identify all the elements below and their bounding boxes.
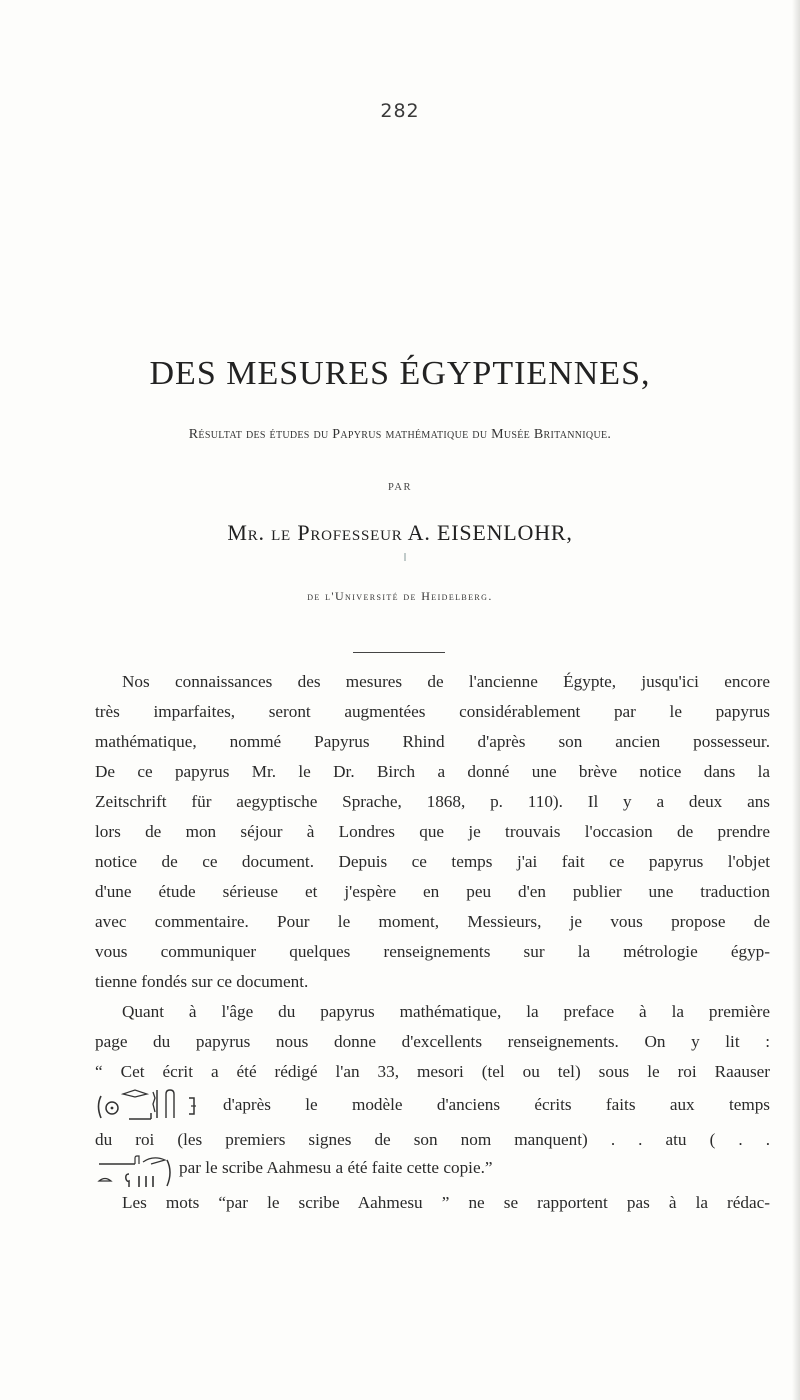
text-line: Quant à l'âge du papyrus mathématique, la preface à la première (122, 1002, 770, 1021)
text-line: notice de ce document. Depuis ce temps j'ai fait ce papyrus l'objet (95, 852, 770, 871)
text-line: Les mots “par le scribe Aahmesu ” ne se rapportent pas à la rédac- (122, 1193, 770, 1212)
text-line: mathématique, nommé Papyrus Rhind d'après son ancien possesseur. (95, 732, 770, 751)
text-line: du roi (les premiers signes de son nom manquent) . . atu ( . . (95, 1130, 770, 1149)
article-title: DES MESURES ÉGYPTIENNES, (149, 355, 651, 392)
paragraph-3 (95, 1188, 770, 1218)
paragraph-1 (95, 667, 770, 997)
author-name: Mr. le Professeur A. EISENLOHR, (227, 520, 573, 545)
text-line: tienne fondés sur ce document. (95, 972, 309, 991)
text-line: vous communiquer quelques renseignements sur la métrologie égyp- (95, 942, 770, 961)
hieroglyph-line-2 (95, 1154, 770, 1188)
hieroglyph-line-2-text: par le scribe Aahmesu a été faite cette copie.” (179, 1158, 493, 1177)
text-line: lors de mon séjour à Londres que je trouvais l'occasion de prendre (95, 822, 770, 841)
article-subtitle: Résultat des études du Papyrus mathématique du Musée Britannique. (188, 427, 612, 442)
ink-speck (404, 553, 406, 561)
hieroglyph-line-1-text: d'après le modèle d'anciens écrits faits aux temps (223, 1095, 770, 1114)
byline-par: PAR (388, 482, 412, 493)
hieroglyph-line-1 (95, 1088, 770, 1122)
text-line: Nos connaissances des mesures de l'ancienne Égypte, jusqu'ici encore (122, 672, 770, 691)
page-edge-shadow (792, 0, 800, 1400)
title-divider (353, 652, 445, 653)
text-line: d'une étude sérieuse et j'espère en peu d'en publier une traduction (95, 882, 770, 901)
page-number: 282 (380, 100, 420, 122)
author-affiliation: de l'Université de Heidelberg. (307, 589, 493, 603)
text-line: page du papyrus nous donne d'excellents renseignements. On y lit : (95, 1032, 770, 1051)
text-line: très imparfaites, seront augmentées considérablement par le papyrus (95, 702, 770, 721)
text-line: “ Cet écrit a été rédigé l'an 33, mesori (tel ou tel) sous le roi Raauser (95, 1062, 770, 1081)
text-line: De ce papyrus Mr. le Dr. Birch a donné une brève notice dans la (95, 762, 770, 781)
text-line: Zeitschrift für aegyptische Sprache, 1868, p. 110). Il y a deux ans (95, 792, 770, 811)
paragraph-2 (95, 997, 770, 1087)
paragraph-2-cont (95, 1125, 770, 1155)
text-line: avec commentaire. Pour le moment, Messieurs, je vous propose de (95, 912, 770, 931)
